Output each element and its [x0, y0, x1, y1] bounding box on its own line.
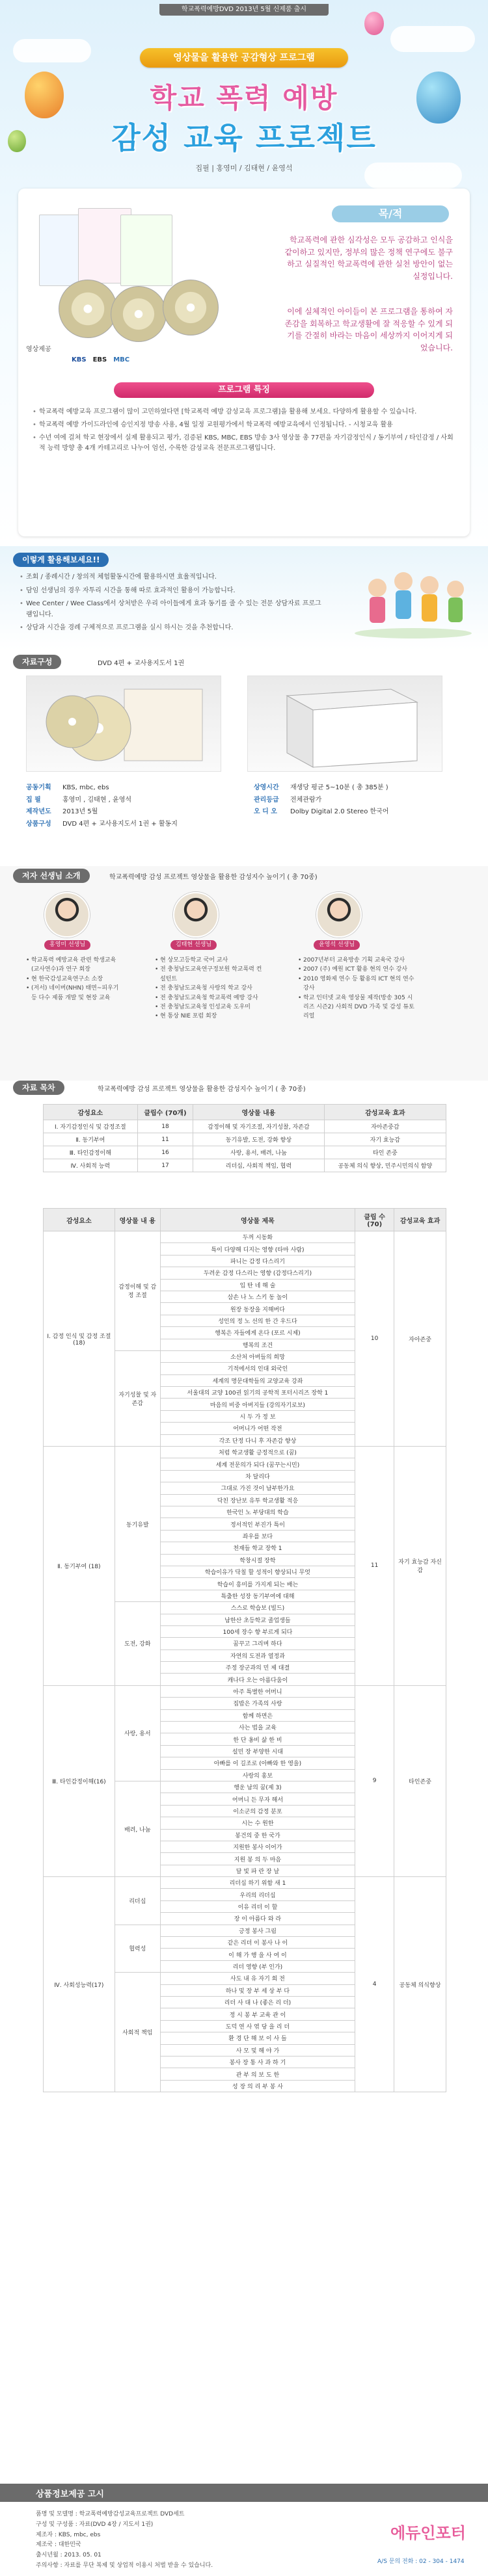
producer-label: 영상제공	[26, 346, 51, 353]
title-cell: 정서적인 부진가 특이	[160, 1518, 355, 1530]
title-cell: 자연의 도전과 열정과	[160, 1649, 355, 1661]
title-cell: 봉사 장 통 사 과 하 기	[160, 2056, 355, 2068]
effect-cell: 자아존중	[394, 1231, 446, 1447]
clip-count-cell: 11	[355, 1447, 394, 1686]
table-header: 클립 수 (70)	[355, 1209, 394, 1231]
dvd-disc-image	[59, 280, 117, 338]
title-cell: 사랑의 홍보	[160, 1769, 355, 1781]
table-header: 영상물 내용	[193, 1105, 324, 1120]
dvd-case-image	[120, 215, 172, 286]
title-cell: 입 탄 네 해 술	[160, 1279, 355, 1291]
bio-item: • 현 한국감성교육연구소 소장	[26, 975, 124, 984]
title-cell: 리더십 하기 위함 새 1	[160, 1877, 355, 1889]
info-line: 품명 및 모델명 : 학교폭력예방감성교육프로젝트 DVD세트	[36, 2511, 185, 2517]
main-title-line1: 학교 폭력 예방	[150, 82, 338, 114]
spec-value: KBS, mbc, ebs	[62, 784, 109, 791]
effect-cell: 공동체 의식향상	[394, 1877, 446, 2092]
title-cell: 긍정 봉사 그림	[160, 1925, 355, 1936]
bio-item: • 전 충청남도교육연구정보원 학교폭력 컨설턴트	[155, 965, 265, 984]
usage-list	[20, 572, 325, 637]
title-cell: 어머니가 어떤 작전	[160, 1423, 355, 1434]
children-illustration	[351, 555, 475, 640]
table-row	[44, 1447, 446, 1458]
effect-cell: 자기 효능감 자신감	[394, 1447, 446, 1686]
title-cell: 그대로 가진 것이 남부한가요	[160, 1482, 355, 1494]
title-cell: 이 해 가 행 을 사 여 이	[160, 1949, 355, 1960]
broadcaster-logos	[72, 356, 129, 363]
title-cell: 아주 특별한 어머니	[160, 1685, 355, 1697]
author-name: 홍영미 선생님	[44, 940, 90, 950]
author-bio	[298, 956, 415, 1021]
table-header: 감성요소	[44, 1105, 138, 1120]
composition-section	[0, 653, 488, 868]
title-cell: 시 두 가 정 보	[160, 1410, 355, 1422]
content-cell: 도전, 강화	[115, 1602, 160, 1686]
table-cell: 18	[137, 1120, 193, 1133]
table-header: 감성교육 효과	[394, 1209, 446, 1231]
authors-note: 학교폭력예방 감성 프로젝트 영상물을 활용한 감성지수 높이기 ( 총 70종)	[109, 874, 318, 881]
bio-item: • 학교 인터넷 교육 영상물 제작(방송 305 시리즈 시즌2) 사회적 DVD 가족 및 감성 튜토리얼	[298, 993, 415, 1021]
title-cell: 세계 전문의가 되다 (꿈꾸는시민)	[160, 1458, 355, 1470]
title-cell: 닥친 장난보 유투 학교생활 적응	[160, 1494, 355, 1506]
table-cell: 사랑, 용서, 배려, 나눔	[193, 1146, 324, 1159]
product-info-footer	[0, 2484, 488, 2576]
author-photo	[316, 892, 362, 938]
title-cell: 한 단 옹비 삶 한 비	[160, 1733, 355, 1745]
purpose-text: 학교폭력에 관한 심각성은 모두 공감하고 인식을 같이하고 있지만, 정부의 많은 정책 연구에도 불구하고 실질적인 학교폭력에 관한 실천 방안이 없는 실정입니다.	[284, 235, 453, 281]
title-cell: 도덕 연 사 엮 당 을 리 더	[160, 2020, 355, 2032]
authors-heading: 저자 선생님 소개	[13, 869, 90, 883]
toc-note: 학교폭력예방 감성 프로젝트 영상물을 활용한 감성지수 높이기 ( 총 70종)	[98, 1086, 306, 1093]
element-cell: Ⅳ. 사회성능력(17)	[44, 1877, 115, 2092]
content-cell: 사회적 책임	[115, 1973, 160, 2092]
content-cell: 협력성	[115, 1925, 160, 1973]
info-line: 제조자 : KBS, mbc, ebs	[36, 2531, 101, 2538]
table-cell: Ⅰ. 자기감정인식 및 감정조절	[44, 1120, 138, 1133]
title-cell: 두려운 감정 다스리는 영향 (감정다스리기)	[160, 1267, 355, 1279]
title-cell: 행운 남의 꿈(제 3)	[160, 1781, 355, 1793]
author-bio	[26, 956, 124, 1003]
author-name: 김태현 선생님	[170, 940, 217, 950]
spec-value: 2013년 5월	[62, 808, 98, 815]
table-row	[44, 1159, 446, 1172]
table-header: 영상물 내 용	[115, 1209, 160, 1231]
table-cell: 자아존중감	[324, 1120, 446, 1133]
spec-key: 집 필	[26, 796, 41, 804]
title-cell: 함께 하면은	[160, 1709, 355, 1721]
title-cell: 삼손 나 노 스키 동 놀이	[160, 1291, 355, 1302]
content-cell: 동기유발	[115, 1447, 160, 1602]
title-cell: 지원한 봉사 이어가	[160, 1841, 355, 1852]
spec-value: 전체관람가	[290, 796, 322, 804]
title-cell: 스스로 학습보 (빌드)	[160, 1602, 355, 1614]
table-cell: 16	[137, 1146, 193, 1159]
table-header: 클립수 (70개)	[137, 1105, 193, 1120]
table-cell: Ⅳ. 사회적 능력	[44, 1159, 138, 1172]
footer-info	[36, 2510, 213, 2571]
title-cell: 주정 장군과의 민 제 대결	[160, 1662, 355, 1674]
ebs-logo: EBS	[92, 356, 107, 363]
spec-key: 상영시간	[254, 784, 279, 791]
author-credits: 집필 | 홍영미 / 김태현 / 윤영석	[195, 164, 293, 172]
box-set-illustration	[248, 676, 443, 772]
title-cell: 설민 장 부양한 시대	[160, 1745, 355, 1757]
element-cell: Ⅲ. 타인감정이해(16)	[44, 1685, 115, 1876]
list-item: • 수년 여에 걸쳐 학교 현장에서 실제 활용되고 평가, 검증된 KBS, MBC, EBS 방송 3사 영상물 총 77편을 자기감정인식 / 동기부여 / 타인감정 / 사회적 능력 방향 총 4개 카테고리로 나누어 엄선, 수록한 감성교육 전문프로그램입니다.	[33, 433, 455, 454]
title-cell: 좌우를 보다	[160, 1530, 355, 1542]
effect-cell: 타인존중	[394, 1685, 446, 1876]
title-cell: 학창시절 장학	[160, 1554, 355, 1566]
dvd-disc-image	[163, 280, 219, 335]
purpose-text: 이에 실체적인 아이들이 본 프로그램을 통하여 자존감을 회복하고 학교생활에 잘 적응할 수 있게 되기를 간절히 바라는 마음이 세상까지 이어지게 되었습니다.	[284, 307, 453, 352]
title-cell: 관 부 의 보 도 한	[160, 2068, 355, 2080]
detail-table-wrap	[43, 1208, 446, 2092]
title-cell: 세계의 명문대학들의 교양교육 강좌	[160, 1374, 355, 1386]
content-cell: 자기성찰 및 자존감	[115, 1350, 160, 1446]
info-line: 구성 및 구성품 : 자료(DVD 4장 / 지도서 1권)	[36, 2521, 154, 2528]
table-cell: 동기유발, 도전, 강화 향상	[193, 1133, 324, 1146]
spec-key: 제작년도	[26, 808, 51, 815]
title-cell: 어머니 든 무자 해서	[160, 1793, 355, 1805]
title-cell: 마음의 비중 아버지들 (강의자기로보)	[160, 1399, 355, 1410]
brand-logo: 에듀인포터	[390, 2524, 466, 2542]
spec-value: 홍영미 , 김태현 , 윤영석	[62, 796, 132, 804]
usage-section	[0, 546, 488, 650]
subtitle-pill: 영상물을 활용한 공감형상 프로그램	[140, 48, 348, 68]
list-item: • 담임 선생님의 경우 자투리 시간을 통해 따로 효과적인 활용이 가능합니다.	[20, 586, 325, 597]
table-row	[44, 1685, 446, 1697]
bio-item: • (저서) 네이버(NHN) 태면~피우기 등 다수 제품 개발 및 현장 교육	[26, 984, 124, 1003]
title-cell: 파니는 감정 다스리기	[160, 1255, 355, 1267]
title-cell: 정 시 봉 부 교육 관 이	[160, 2008, 355, 2020]
bio-item: • 2010 영화제 연수 등 활용의 ICT 현의 연수 강사	[298, 975, 415, 993]
spec-list-left	[26, 782, 178, 830]
title-cell: 꿈꾸고 그리며 하다	[160, 1638, 355, 1649]
title-cell: 장 이 아름다 와 라	[160, 1913, 355, 1925]
title-cell: 이소군의 감정 분포	[160, 1805, 355, 1817]
table-cell: 공동체 의식 향상, 민주시민의식 함양	[324, 1159, 446, 1172]
title-cell: 성인의 정 노 선의 한 간 우드다	[160, 1315, 355, 1326]
kbs-logo: KBS	[72, 356, 87, 363]
dvd-set-illustration	[27, 676, 222, 772]
title-cell: 하나 및 장 부 세 상 부 다	[160, 1984, 355, 1996]
title-cell: 두꺼 시동화	[160, 1231, 355, 1243]
spec-list-right	[254, 782, 388, 819]
title-cell: 성 장 의 리 부 봉 사	[160, 2080, 355, 2092]
bio-item: • 현 상모고등학교 국어 교사	[155, 956, 265, 965]
title-cell: 사는 법을 교육	[160, 1722, 355, 1733]
title-cell: 남한산 초등학교 졸업생들	[160, 1614, 355, 1625]
release-notice: 학교폭력예방DVD 2013년 5월 신제품 출시	[159, 4, 329, 16]
spec-key: 오 디 오	[254, 808, 277, 815]
title-cell: 이유 리더 이 할	[160, 1900, 355, 1912]
program-heading: 프로그램 특징	[114, 382, 374, 398]
main-title-line2: 감성 교육 프로젝트	[111, 120, 377, 155]
title-cell: 행복은 자들에게 온다 (포르 시제)	[160, 1327, 355, 1339]
title-cell: 원장 동장을 지해버다	[160, 1303, 355, 1315]
cloud-decoration	[390, 26, 475, 52]
author-name: 윤영석 선생님	[314, 940, 360, 950]
title-cell: 소산처 아버들의 희망	[160, 1350, 355, 1362]
title-cell: 기적에서의 인대 외국인	[160, 1363, 355, 1374]
spec-value: DVD 4편 + 교사용지도서 1권 + 활동지	[62, 820, 178, 828]
table-cell: 11	[137, 1133, 193, 1146]
content-cell: 사랑, 용서	[115, 1685, 160, 1781]
bio-item: • 2007년부터 교육방송 기획 교육국 강사	[298, 956, 415, 965]
table-header: 감성교육 효과	[324, 1105, 446, 1120]
title-cell: 캐나다 오는 아름다움이	[160, 1674, 355, 1685]
toc-heading: 자료 목차	[13, 1081, 64, 1095]
bio-item: • 2007 (주) 예원 ICT 활용 현의 연수 강사	[298, 965, 415, 974]
clip-count-cell: 10	[355, 1231, 394, 1447]
dvd-disc-image	[111, 286, 167, 342]
table-row	[44, 1231, 446, 1243]
element-cell: Ⅱ. 동기부여 (18)	[44, 1447, 115, 1686]
author-bio	[155, 956, 265, 1021]
list-item: • 조회 / 종례시간 / 창의적 체험활동시간에 활용하시면 효율적입니다.	[20, 572, 325, 583]
title-cell: 학습이유가 닥칠 할 성적이 향상되니 무엇	[160, 1566, 355, 1577]
brand-contact: A/S 문의 전화 : 02 - 304 - 1474	[377, 2558, 465, 2565]
content-cell: 감정이해 및 감정 조절	[115, 1231, 160, 1351]
title-cell: 각조 단정 다니 후 자존감 향상	[160, 1434, 355, 1446]
cloud-decoration	[13, 39, 91, 62]
composition-note: DVD 4편 + 교사용지도서 1권	[98, 660, 185, 667]
spec-key: 상품구성	[26, 820, 51, 828]
dvd-set-photo	[26, 676, 221, 772]
title-cell: 시는 수 원한	[160, 1817, 355, 1829]
title-cell: 지원 봉 의 두 마음	[160, 1853, 355, 1865]
title-cell: 환 경 단 해 보 이 사 들	[160, 2032, 355, 2044]
info-line: 주의사항 : 자료를 무단 복제 및 상업적 이용시 처벌 받을 수 있습니다.	[36, 2562, 213, 2569]
spec-value: 재생당 평균 5~10분 ( 총 385분 )	[290, 784, 388, 791]
box-set-photo	[247, 676, 442, 772]
element-cell: Ⅰ. 감정 인식 및 감정 조절 (18)	[44, 1231, 115, 1447]
title-cell: 특출한 성장 동기부여에 대해	[160, 1590, 355, 1601]
table-header: 감성요소	[44, 1209, 115, 1231]
authors-section	[0, 866, 488, 1081]
program-features	[33, 407, 455, 456]
info-line: 제조국 : 대한민국	[36, 2542, 81, 2549]
title-cell: 리더 영향 (부 인가)	[160, 1960, 355, 1972]
bio-item: • 전 충청남도교육청 학교폭력 예방 강사	[155, 993, 265, 1003]
title-cell: 우리의 리더십	[160, 1889, 355, 1900]
title-cell: 100세 장수 향 부르게 되다	[160, 1625, 355, 1637]
title-cell: 아빠를 이 길조로 (아빠와 한 영을)	[160, 1757, 355, 1769]
table-row	[44, 1877, 446, 1889]
author-photo	[173, 892, 219, 938]
mbc-logo: MBC	[113, 356, 130, 363]
spec-value: Dolby Digital 2.0 Stereo 한국어	[290, 808, 389, 815]
spec-key: 공동기획	[26, 784, 51, 791]
title-cell: 처럼 학교생활 긍정적으로 (꿈)	[160, 1447, 355, 1458]
list-item: • 학교폭력 예방교육 프로그램이 많이 고민하였다면 [학교폭력 예방 감성교육 프로그램]을 활용해 보세요. 다양하게 활용할 수 있습니다.	[33, 407, 455, 417]
table-header: 영상물 제목	[160, 1209, 355, 1231]
footer-title: 상품정보제공 고시	[36, 2490, 104, 2499]
title-cell: 특이 다양해 디지는 영향 (타마 사람)	[160, 1243, 355, 1255]
clip-count-cell: 9	[355, 1685, 394, 1876]
content-cell: 배려, 나눔	[115, 1781, 160, 1876]
hero-banner	[0, 0, 488, 546]
title-cell: 같은 리더 이 봉사 나 이	[160, 1937, 355, 1949]
title-cell: 학습이 흥미를 가지게 되는 배는	[160, 1578, 355, 1590]
bio-item: • 전 충청남도교육청 사랑의 학교 강사	[155, 984, 265, 993]
info-line: 출시년월 : 2013. 05. 01	[36, 2552, 102, 2558]
bio-item: • 학교폭력 예방교육 관련 학생교육(교사연수)과 연구 회장	[26, 956, 124, 975]
list-item: • 학교폭력 예방 가이드라인에 승인지정 방송 사용, 4월 일정 교원평가에서 학교폭력 예방교육에서 인정됩니다. - 시청교육 활용	[33, 420, 455, 430]
detail-table	[43, 1208, 446, 2092]
title-cell: 달 빛 파 란 장 날	[160, 1865, 355, 1876]
title-cell: 사도 내 유 자기 회 전	[160, 1973, 355, 1984]
spec-key: 관리등급	[254, 796, 279, 804]
composition-heading: 자료구성	[13, 655, 61, 669]
bio-item: • 현 통상 NIE 포럼 회장	[155, 1012, 265, 1021]
usage-heading: 이렇게 활용해보세요!!	[13, 553, 109, 567]
table-cell: Ⅲ. 타인감정이해	[44, 1146, 138, 1159]
table-row	[44, 1146, 446, 1159]
table-cell: 리더십, 사회적 책임, 협력	[193, 1159, 324, 1172]
balloon-icon	[364, 12, 384, 35]
list-item: • 상담과 시간을 경례 구체적으로 프로그램을 실시 하시는 것을 추천합니다.	[20, 623, 325, 634]
author-photo	[44, 892, 90, 938]
table-cell: 감정이해 및 자기조절, 자기성찰, 자존감	[193, 1120, 324, 1133]
title-cell: 한국인 노 부당대의 학습	[160, 1506, 355, 1518]
purpose-heading: 목/적	[332, 205, 449, 222]
table-row	[44, 1120, 446, 1133]
clip-count-cell: 4	[355, 1877, 394, 2092]
title-cell: 천재들 학교 장학 1	[160, 1542, 355, 1554]
title-cell: 집밥은 가족의 사랑	[160, 1698, 355, 1709]
list-item: • Wee Center / Wee Class에서 상처받은 우리 아이들에게 효과 동기를 줄 수 있는 전문 상담자료 프로그램입니다.	[20, 599, 325, 620]
table-cell: 타인 존중	[324, 1146, 446, 1159]
bio-item: • 전 충청남도교육청 인성교육 도우미	[155, 1003, 265, 1012]
title-cell: 리더 사 대 나 (좋은 리 더)	[160, 1997, 355, 2008]
table-cell: 자기 효능감	[324, 1133, 446, 1146]
title-cell: 봉건의 중 한 국가	[160, 1829, 355, 1841]
title-cell: 사 모 및 해 야 가	[160, 2044, 355, 2056]
content-cell: 리더십	[115, 1877, 160, 1925]
title-cell: 차 달리다	[160, 1470, 355, 1482]
table-cell: Ⅱ. 동기부여	[44, 1133, 138, 1146]
table-cell: 17	[137, 1159, 193, 1172]
title-cell: 행복의 조건	[160, 1339, 355, 1350]
summary-table	[43, 1104, 446, 1172]
title-cell: 서울대의 교양 100권 읽기의 공학적 포터시리즈 장학 1	[160, 1387, 355, 1399]
table-row	[44, 1133, 446, 1146]
